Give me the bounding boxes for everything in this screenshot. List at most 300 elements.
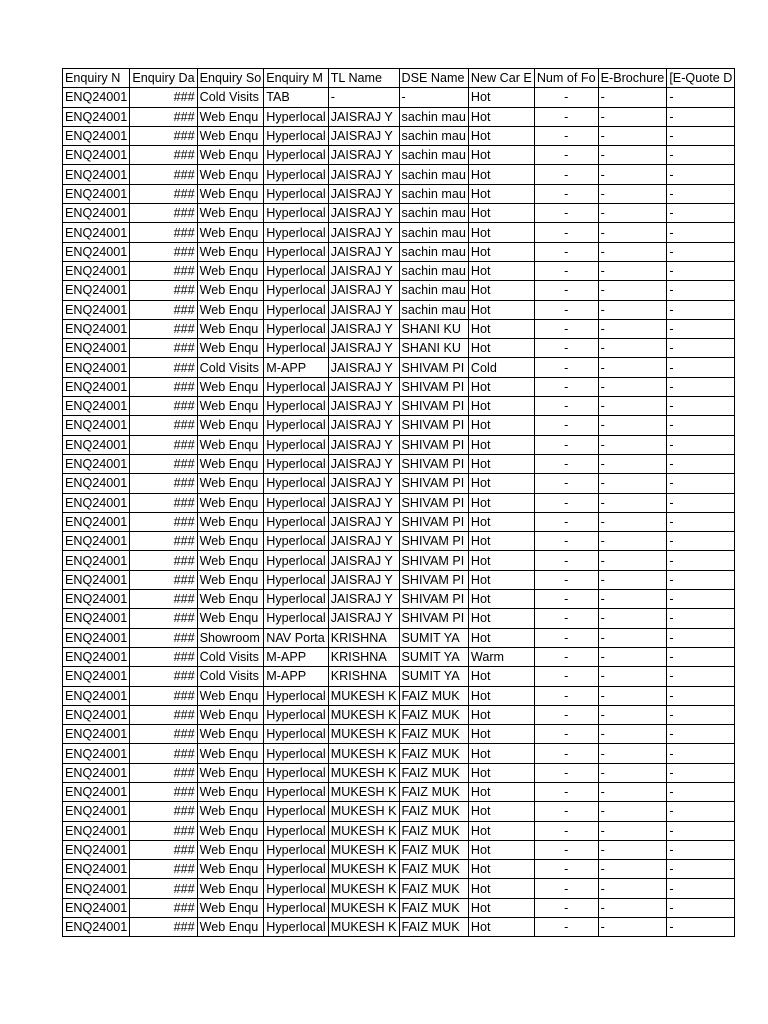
dse-name-cell[interactable]: FAIZ MUK — [399, 686, 468, 705]
enquiry-number-cell[interactable]: ENQ24001 — [63, 763, 130, 782]
dse-name-cell[interactable]: SHIVAM PI — [399, 493, 468, 512]
enquiry-source-cell[interactable]: Web Enqu — [197, 184, 264, 203]
e-quote-cell[interactable]: - — [667, 879, 735, 898]
e-brochure-cell[interactable]: - — [598, 763, 667, 782]
enquiry-mode-cell[interactable]: Hyperlocal — [264, 551, 329, 570]
status-cell[interactable]: Hot — [468, 802, 534, 821]
tl-name-cell[interactable]: MUKESH K — [328, 821, 399, 840]
dse-name-cell[interactable]: sachin mau — [399, 146, 468, 165]
enquiry-number-cell[interactable]: ENQ24001 — [63, 705, 130, 724]
dse-name-cell[interactable]: FAIZ MUK — [399, 744, 468, 763]
enquiry-source-cell[interactable]: Web Enqu — [197, 744, 264, 763]
e-brochure-cell[interactable]: - — [598, 725, 667, 744]
enquiry-date-cell[interactable]: ### — [130, 686, 197, 705]
enquiry-mode-cell[interactable]: Hyperlocal — [264, 879, 329, 898]
followups-cell[interactable]: - — [534, 261, 598, 280]
enquiry-date-cell[interactable]: ### — [130, 146, 197, 165]
enquiry-mode-cell[interactable]: Hyperlocal — [264, 377, 329, 396]
e-quote-cell[interactable]: - — [667, 416, 735, 435]
e-quote-cell[interactable]: - — [667, 532, 735, 551]
enquiry-date-cell[interactable]: ### — [130, 879, 197, 898]
e-brochure-cell[interactable]: - — [598, 377, 667, 396]
dse-name-cell[interactable]: FAIZ MUK — [399, 860, 468, 879]
followups-cell[interactable]: - — [534, 165, 598, 184]
e-quote-cell[interactable]: - — [667, 512, 735, 531]
enquiry-mode-cell[interactable]: Hyperlocal — [264, 725, 329, 744]
enquiry-date-cell[interactable]: ### — [130, 165, 197, 184]
e-quote-cell[interactable]: - — [667, 821, 735, 840]
header-tl-name[interactable]: TL Name — [328, 69, 399, 88]
enquiry-mode-cell[interactable]: Hyperlocal — [264, 821, 329, 840]
e-brochure-cell[interactable]: - — [598, 146, 667, 165]
enquiry-date-cell[interactable]: ### — [130, 339, 197, 358]
e-quote-cell[interactable]: - — [667, 146, 735, 165]
enquiry-date-cell[interactable]: ### — [130, 609, 197, 628]
enquiry-mode-cell[interactable]: Hyperlocal — [264, 493, 329, 512]
header-enquiry-mode[interactable]: Enquiry M — [264, 69, 329, 88]
dse-name-cell[interactable]: sachin mau — [399, 204, 468, 223]
enquiry-number-cell[interactable]: ENQ24001 — [63, 686, 130, 705]
enquiry-mode-cell[interactable]: Hyperlocal — [264, 242, 329, 261]
dse-name-cell[interactable]: sachin mau — [399, 126, 468, 145]
tl-name-cell[interactable]: JAISRAJ Y — [328, 281, 399, 300]
e-quote-cell[interactable]: - — [667, 204, 735, 223]
dse-name-cell[interactable]: FAIZ MUK — [399, 782, 468, 801]
dse-name-cell[interactable]: SHIVAM PI — [399, 474, 468, 493]
e-brochure-cell[interactable]: - — [598, 281, 667, 300]
e-brochure-cell[interactable]: - — [598, 782, 667, 801]
dse-name-cell[interactable]: FAIZ MUK — [399, 879, 468, 898]
e-quote-cell[interactable]: - — [667, 319, 735, 338]
followups-cell[interactable]: - — [534, 763, 598, 782]
enquiry-mode-cell[interactable]: Hyperlocal — [264, 474, 329, 493]
e-brochure-cell[interactable]: - — [598, 339, 667, 358]
enquiry-source-cell[interactable]: Web Enqu — [197, 609, 264, 628]
enquiry-number-cell[interactable]: ENQ24001 — [63, 416, 130, 435]
e-quote-cell[interactable]: - — [667, 725, 735, 744]
dse-name-cell[interactable]: sachin mau — [399, 184, 468, 203]
e-quote-cell[interactable]: - — [667, 107, 735, 126]
status-cell[interactable]: Hot — [468, 126, 534, 145]
enquiry-source-cell[interactable]: Web Enqu — [197, 570, 264, 589]
enquiry-mode-cell[interactable]: Hyperlocal — [264, 319, 329, 338]
e-brochure-cell[interactable]: - — [598, 493, 667, 512]
e-brochure-cell[interactable]: - — [598, 223, 667, 242]
followups-cell[interactable]: - — [534, 493, 598, 512]
dse-name-cell[interactable]: sachin mau — [399, 223, 468, 242]
enquiry-source-cell[interactable]: Showroom — [197, 628, 264, 647]
status-cell[interactable]: Hot — [468, 146, 534, 165]
enquiry-source-cell[interactable]: Cold Visits — [197, 647, 264, 666]
tl-name-cell[interactable]: MUKESH K — [328, 725, 399, 744]
dse-name-cell[interactable]: sachin mau — [399, 300, 468, 319]
enquiry-number-cell[interactable]: ENQ24001 — [63, 397, 130, 416]
e-quote-cell[interactable]: - — [667, 339, 735, 358]
e-brochure-cell[interactable]: - — [598, 898, 667, 917]
enquiry-mode-cell[interactable]: Hyperlocal — [264, 705, 329, 724]
enquiry-number-cell[interactable]: ENQ24001 — [63, 918, 130, 937]
header-dse-name[interactable]: DSE Name — [399, 69, 468, 88]
e-quote-cell[interactable]: - — [667, 686, 735, 705]
followups-cell[interactable]: - — [534, 802, 598, 821]
e-quote-cell[interactable]: - — [667, 782, 735, 801]
dse-name-cell[interactable]: FAIZ MUK — [399, 725, 468, 744]
status-cell[interactable]: Hot — [468, 590, 534, 609]
dse-name-cell[interactable]: FAIZ MUK — [399, 705, 468, 724]
status-cell[interactable]: Hot — [468, 898, 534, 917]
followups-cell[interactable]: - — [534, 821, 598, 840]
enquiry-mode-cell[interactable]: Hyperlocal — [264, 223, 329, 242]
enquiry-number-cell[interactable]: ENQ24001 — [63, 609, 130, 628]
e-quote-cell[interactable]: - — [667, 261, 735, 280]
tl-name-cell[interactable]: JAISRAJ Y — [328, 416, 399, 435]
followups-cell[interactable]: - — [534, 512, 598, 531]
enquiry-source-cell[interactable]: Web Enqu — [197, 705, 264, 724]
status-cell[interactable]: Hot — [468, 705, 534, 724]
followups-cell[interactable]: - — [534, 339, 598, 358]
e-brochure-cell[interactable]: - — [598, 512, 667, 531]
status-cell[interactable]: Hot — [468, 840, 534, 859]
e-quote-cell[interactable]: - — [667, 860, 735, 879]
e-quote-cell[interactable]: - — [667, 88, 735, 107]
tl-name-cell[interactable]: JAISRAJ Y — [328, 609, 399, 628]
status-cell[interactable]: Hot — [468, 570, 534, 589]
status-cell[interactable]: Hot — [468, 88, 534, 107]
enquiry-number-cell[interactable]: ENQ24001 — [63, 879, 130, 898]
enquiry-source-cell[interactable]: Web Enqu — [197, 204, 264, 223]
status-cell[interactable]: Hot — [468, 281, 534, 300]
e-quote-cell[interactable]: - — [667, 590, 735, 609]
enquiry-mode-cell[interactable]: Hyperlocal — [264, 435, 329, 454]
enquiry-source-cell[interactable]: Cold Visits — [197, 358, 264, 377]
enquiry-source-cell[interactable]: Web Enqu — [197, 261, 264, 280]
e-quote-cell[interactable]: - — [667, 223, 735, 242]
tl-name-cell[interactable]: JAISRAJ Y — [328, 570, 399, 589]
tl-name-cell[interactable]: JAISRAJ Y — [328, 493, 399, 512]
enquiry-mode-cell[interactable]: Hyperlocal — [264, 590, 329, 609]
status-cell[interactable]: Hot — [468, 397, 534, 416]
e-quote-cell[interactable]: - — [667, 763, 735, 782]
e-quote-cell[interactable]: - — [667, 570, 735, 589]
followups-cell[interactable]: - — [534, 300, 598, 319]
e-quote-cell[interactable]: - — [667, 184, 735, 203]
header-e-brochure[interactable]: E-Brochure — [598, 69, 667, 88]
dse-name-cell[interactable]: SHIVAM PI — [399, 512, 468, 531]
tl-name-cell[interactable]: MUKESH K — [328, 860, 399, 879]
e-brochure-cell[interactable]: - — [598, 184, 667, 203]
tl-name-cell[interactable]: JAISRAJ Y — [328, 551, 399, 570]
enquiry-number-cell[interactable]: ENQ24001 — [63, 551, 130, 570]
enquiry-number-cell[interactable]: ENQ24001 — [63, 146, 130, 165]
followups-cell[interactable]: - — [534, 281, 598, 300]
dse-name-cell[interactable]: SHANI KU — [399, 319, 468, 338]
followups-cell[interactable]: - — [534, 126, 598, 145]
tl-name-cell[interactable]: JAISRAJ Y — [328, 474, 399, 493]
dse-name-cell[interactable]: FAIZ MUK — [399, 821, 468, 840]
enquiry-date-cell[interactable]: ### — [130, 744, 197, 763]
enquiry-number-cell[interactable]: ENQ24001 — [63, 570, 130, 589]
enquiry-source-cell[interactable]: Web Enqu — [197, 300, 264, 319]
enquiry-mode-cell[interactable]: Hyperlocal — [264, 570, 329, 589]
enquiry-source-cell[interactable]: Web Enqu — [197, 821, 264, 840]
status-cell[interactable]: Cold — [468, 358, 534, 377]
e-brochure-cell[interactable]: - — [598, 397, 667, 416]
status-cell[interactable]: Hot — [468, 744, 534, 763]
dse-name-cell[interactable]: SHIVAM PI — [399, 397, 468, 416]
enquiry-mode-cell[interactable]: TAB — [264, 88, 329, 107]
e-brochure-cell[interactable]: - — [598, 686, 667, 705]
dse-name-cell[interactable]: SHIVAM PI — [399, 454, 468, 473]
followups-cell[interactable]: - — [534, 146, 598, 165]
e-quote-cell[interactable]: - — [667, 609, 735, 628]
enquiry-number-cell[interactable]: ENQ24001 — [63, 454, 130, 473]
enquiry-mode-cell[interactable]: Hyperlocal — [264, 281, 329, 300]
e-quote-cell[interactable]: - — [667, 377, 735, 396]
enquiry-number-cell[interactable]: ENQ24001 — [63, 242, 130, 261]
followups-cell[interactable]: - — [534, 242, 598, 261]
enquiry-number-cell[interactable]: ENQ24001 — [63, 898, 130, 917]
dse-name-cell[interactable]: SHIVAM PI — [399, 377, 468, 396]
dse-name-cell[interactable]: - — [399, 88, 468, 107]
enquiry-mode-cell[interactable]: Hyperlocal — [264, 532, 329, 551]
followups-cell[interactable]: - — [534, 377, 598, 396]
status-cell[interactable]: Hot — [468, 454, 534, 473]
e-brochure-cell[interactable]: - — [598, 609, 667, 628]
enquiry-source-cell[interactable]: Web Enqu — [197, 493, 264, 512]
enquiry-source-cell[interactable]: Web Enqu — [197, 377, 264, 396]
enquiry-source-cell[interactable]: Web Enqu — [197, 532, 264, 551]
e-quote-cell[interactable]: - — [667, 281, 735, 300]
tl-name-cell[interactable]: JAISRAJ Y — [328, 165, 399, 184]
tl-name-cell[interactable]: JAISRAJ Y — [328, 204, 399, 223]
tl-name-cell[interactable]: JAISRAJ Y — [328, 397, 399, 416]
e-quote-cell[interactable]: - — [667, 165, 735, 184]
status-cell[interactable]: Hot — [468, 725, 534, 744]
enquiry-source-cell[interactable]: Web Enqu — [197, 725, 264, 744]
enquiry-mode-cell[interactable]: Hyperlocal — [264, 107, 329, 126]
e-brochure-cell[interactable]: - — [598, 802, 667, 821]
enquiry-source-cell[interactable]: Web Enqu — [197, 918, 264, 937]
dse-name-cell[interactable]: SHIVAM PI — [399, 609, 468, 628]
tl-name-cell[interactable]: KRISHNA — [328, 667, 399, 686]
enquiry-date-cell[interactable]: ### — [130, 590, 197, 609]
enquiry-number-cell[interactable]: ENQ24001 — [63, 261, 130, 280]
followups-cell[interactable]: - — [534, 474, 598, 493]
tl-name-cell[interactable]: JAISRAJ Y — [328, 358, 399, 377]
enquiry-date-cell[interactable]: ### — [130, 821, 197, 840]
enquiry-source-cell[interactable]: Web Enqu — [197, 165, 264, 184]
status-cell[interactable]: Hot — [468, 532, 534, 551]
status-cell[interactable]: Hot — [468, 512, 534, 531]
enquiry-number-cell[interactable]: ENQ24001 — [63, 319, 130, 338]
status-cell[interactable]: Hot — [468, 435, 534, 454]
status-cell[interactable]: Hot — [468, 879, 534, 898]
followups-cell[interactable]: - — [534, 744, 598, 763]
enquiry-mode-cell[interactable]: M-APP — [264, 667, 329, 686]
dse-name-cell[interactable]: SUMIT YA — [399, 647, 468, 666]
enquiry-number-cell[interactable]: ENQ24001 — [63, 532, 130, 551]
enquiry-number-cell[interactable]: ENQ24001 — [63, 744, 130, 763]
enquiry-number-cell[interactable]: ENQ24001 — [63, 165, 130, 184]
tl-name-cell[interactable]: JAISRAJ Y — [328, 435, 399, 454]
followups-cell[interactable]: - — [534, 204, 598, 223]
enquiry-date-cell[interactable]: ### — [130, 223, 197, 242]
enquiry-date-cell[interactable]: ### — [130, 435, 197, 454]
followups-cell[interactable]: - — [534, 647, 598, 666]
dse-name-cell[interactable]: sachin mau — [399, 281, 468, 300]
e-brochure-cell[interactable]: - — [598, 358, 667, 377]
e-brochure-cell[interactable]: - — [598, 860, 667, 879]
e-quote-cell[interactable]: - — [667, 802, 735, 821]
e-quote-cell[interactable]: - — [667, 435, 735, 454]
e-brochure-cell[interactable]: - — [598, 416, 667, 435]
enquiry-date-cell[interactable]: ### — [130, 628, 197, 647]
status-cell[interactable]: Hot — [468, 493, 534, 512]
status-cell[interactable]: Hot — [468, 107, 534, 126]
status-cell[interactable]: Hot — [468, 667, 534, 686]
tl-name-cell[interactable]: JAISRAJ Y — [328, 300, 399, 319]
e-quote-cell[interactable]: - — [667, 918, 735, 937]
e-brochure-cell[interactable]: - — [598, 474, 667, 493]
followups-cell[interactable]: - — [534, 223, 598, 242]
enquiry-mode-cell[interactable]: M-APP — [264, 358, 329, 377]
enquiry-mode-cell[interactable]: Hyperlocal — [264, 454, 329, 473]
enquiry-date-cell[interactable]: ### — [130, 493, 197, 512]
enquiry-date-cell[interactable]: ### — [130, 570, 197, 589]
e-brochure-cell[interactable]: - — [598, 88, 667, 107]
enquiry-number-cell[interactable]: ENQ24001 — [63, 474, 130, 493]
tl-name-cell[interactable]: JAISRAJ Y — [328, 590, 399, 609]
enquiry-mode-cell[interactable]: Hyperlocal — [264, 840, 329, 859]
e-quote-cell[interactable]: - — [667, 397, 735, 416]
enquiry-number-cell[interactable]: ENQ24001 — [63, 107, 130, 126]
tl-name-cell[interactable]: JAISRAJ Y — [328, 339, 399, 358]
enquiry-date-cell[interactable]: ### — [130, 358, 197, 377]
status-cell[interactable]: Hot — [468, 763, 534, 782]
enquiry-number-cell[interactable]: ENQ24001 — [63, 377, 130, 396]
enquiry-mode-cell[interactable]: Hyperlocal — [264, 802, 329, 821]
e-quote-cell[interactable]: - — [667, 840, 735, 859]
status-cell[interactable]: Hot — [468, 821, 534, 840]
dse-name-cell[interactable]: sachin mau — [399, 242, 468, 261]
dse-name-cell[interactable]: SHANI KU — [399, 339, 468, 358]
enquiry-date-cell[interactable]: ### — [130, 898, 197, 917]
enquiry-mode-cell[interactable]: Hyperlocal — [264, 898, 329, 917]
status-cell[interactable]: Hot — [468, 551, 534, 570]
e-brochure-cell[interactable]: - — [598, 918, 667, 937]
enquiry-mode-cell[interactable]: Hyperlocal — [264, 397, 329, 416]
enquiry-mode-cell[interactable]: Hyperlocal — [264, 860, 329, 879]
dse-name-cell[interactable]: SUMIT YA — [399, 667, 468, 686]
e-brochure-cell[interactable]: - — [598, 570, 667, 589]
enquiry-source-cell[interactable]: Web Enqu — [197, 512, 264, 531]
e-brochure-cell[interactable]: - — [598, 821, 667, 840]
enquiry-mode-cell[interactable]: Hyperlocal — [264, 184, 329, 203]
status-cell[interactable]: Hot — [468, 918, 534, 937]
enquiry-mode-cell[interactable]: Hyperlocal — [264, 763, 329, 782]
status-cell[interactable]: Hot — [468, 609, 534, 628]
followups-cell[interactable]: - — [534, 667, 598, 686]
enquiry-mode-cell[interactable]: Hyperlocal — [264, 686, 329, 705]
enquiry-date-cell[interactable]: ### — [130, 242, 197, 261]
status-cell[interactable]: Hot — [468, 242, 534, 261]
e-brochure-cell[interactable]: - — [598, 744, 667, 763]
enquiry-number-cell[interactable]: ENQ24001 — [63, 840, 130, 859]
tl-name-cell[interactable]: KRISHNA — [328, 628, 399, 647]
enquiry-date-cell[interactable]: ### — [130, 107, 197, 126]
enquiry-source-cell[interactable]: Web Enqu — [197, 242, 264, 261]
enquiry-source-cell[interactable]: Cold Visits — [197, 88, 264, 107]
enquiry-number-cell[interactable]: ENQ24001 — [63, 782, 130, 801]
header-e-quote[interactable]: [E-Quote D — [667, 69, 735, 88]
followups-cell[interactable]: - — [534, 840, 598, 859]
enquiry-source-cell[interactable]: Web Enqu — [197, 802, 264, 821]
enquiry-number-cell[interactable]: ENQ24001 — [63, 204, 130, 223]
enquiry-source-cell[interactable]: Web Enqu — [197, 107, 264, 126]
dse-name-cell[interactable]: FAIZ MUK — [399, 840, 468, 859]
tl-name-cell[interactable]: JAISRAJ Y — [328, 454, 399, 473]
followups-cell[interactable]: - — [534, 705, 598, 724]
followups-cell[interactable]: - — [534, 107, 598, 126]
followups-cell[interactable]: - — [534, 918, 598, 937]
enquiry-source-cell[interactable]: Web Enqu — [197, 454, 264, 473]
e-brochure-cell[interactable]: - — [598, 435, 667, 454]
enquiry-number-cell[interactable]: ENQ24001 — [63, 647, 130, 666]
enquiry-date-cell[interactable]: ### — [130, 763, 197, 782]
enquiry-number-cell[interactable]: ENQ24001 — [63, 126, 130, 145]
enquiry-date-cell[interactable]: ### — [130, 782, 197, 801]
status-cell[interactable]: Hot — [468, 339, 534, 358]
enquiry-source-cell[interactable]: Web Enqu — [197, 879, 264, 898]
tl-name-cell[interactable]: JAISRAJ Y — [328, 242, 399, 261]
status-cell[interactable]: Hot — [468, 165, 534, 184]
followups-cell[interactable]: - — [534, 397, 598, 416]
followups-cell[interactable]: - — [534, 590, 598, 609]
enquiry-mode-cell[interactable]: Hyperlocal — [264, 339, 329, 358]
enquiry-source-cell[interactable]: Web Enqu — [197, 860, 264, 879]
header-enquiry-number[interactable]: Enquiry N — [63, 69, 130, 88]
enquiry-number-cell[interactable]: ENQ24001 — [63, 300, 130, 319]
enquiry-date-cell[interactable]: ### — [130, 532, 197, 551]
tl-name-cell[interactable]: MUKESH K — [328, 744, 399, 763]
enquiry-date-cell[interactable]: ### — [130, 184, 197, 203]
followups-cell[interactable]: - — [534, 782, 598, 801]
enquiry-number-cell[interactable]: ENQ24001 — [63, 802, 130, 821]
enquiry-source-cell[interactable]: Web Enqu — [197, 319, 264, 338]
status-cell[interactable]: Hot — [468, 860, 534, 879]
dse-name-cell[interactable]: SHIVAM PI — [399, 590, 468, 609]
enquiry-date-cell[interactable]: ### — [130, 918, 197, 937]
enquiry-source-cell[interactable]: Web Enqu — [197, 590, 264, 609]
e-quote-cell[interactable]: - — [667, 744, 735, 763]
enquiry-mode-cell[interactable]: Hyperlocal — [264, 146, 329, 165]
followups-cell[interactable]: - — [534, 898, 598, 917]
e-quote-cell[interactable]: - — [667, 454, 735, 473]
enquiry-date-cell[interactable]: ### — [130, 802, 197, 821]
enquiry-source-cell[interactable]: Web Enqu — [197, 146, 264, 165]
enquiry-date-cell[interactable]: ### — [130, 377, 197, 396]
status-cell[interactable]: Hot — [468, 377, 534, 396]
status-cell[interactable]: Hot — [468, 223, 534, 242]
followups-cell[interactable]: - — [534, 319, 598, 338]
enquiry-source-cell[interactable]: Web Enqu — [197, 474, 264, 493]
enquiry-date-cell[interactable]: ### — [130, 300, 197, 319]
status-cell[interactable]: Hot — [468, 686, 534, 705]
e-quote-cell[interactable]: - — [667, 551, 735, 570]
dse-name-cell[interactable]: FAIZ MUK — [399, 763, 468, 782]
enquiry-source-cell[interactable]: Web Enqu — [197, 416, 264, 435]
enquiry-date-cell[interactable]: ### — [130, 647, 197, 666]
